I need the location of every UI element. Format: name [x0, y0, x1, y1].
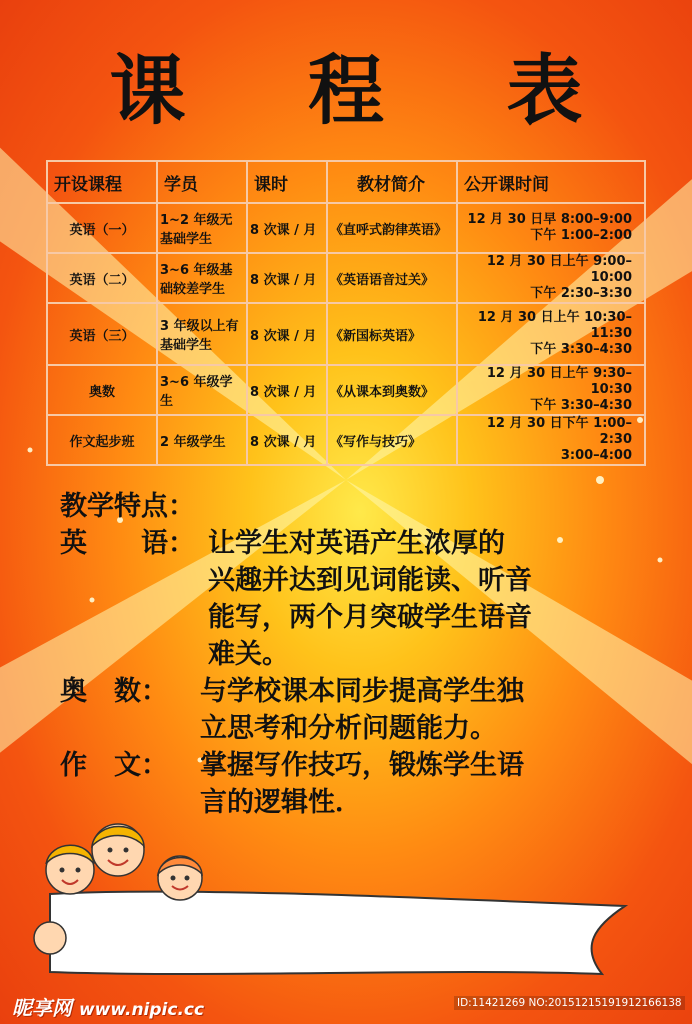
material-cell: 《新国标英语》: [327, 303, 457, 365]
course-cell: 英语（三）: [47, 303, 157, 365]
table-row: [47, 365, 645, 415]
time-cell: [457, 253, 645, 303]
time-line-2: 下午 2:30–3:30: [530, 286, 632, 301]
feature-line: 难关。: [208, 639, 289, 670]
students-cell: 2 年级学生: [157, 415, 247, 465]
course-cell: 奥数: [47, 365, 157, 415]
feature-english: [60, 525, 660, 673]
feature-label: 英 语：: [60, 528, 195, 559]
table-row: [47, 415, 645, 465]
watermark-logo: [12, 992, 204, 1021]
table-row: [47, 303, 645, 365]
time-line-2: 下午 1:00–2:00: [530, 228, 632, 243]
time-line-1: 12 月 30 日上午 9:30–10:30: [486, 366, 632, 397]
feature-line: 掌握写作技巧，锻炼学生语: [200, 750, 524, 781]
material-cell: 《从课本到奥数》: [327, 365, 457, 415]
features-heading: 教学特点：: [60, 491, 195, 522]
time-line-2: 下午 3:30–4:30: [530, 342, 632, 357]
time-line-2: 下午 3:30–4:30: [530, 398, 632, 413]
hours-cell: 8 次课 / 月: [247, 303, 327, 365]
image-id: ID:11421269 NO:20151215191912166138: [454, 996, 685, 1010]
students-cell: 3 年级以上有基础学生: [157, 303, 247, 365]
page-title: 课 程 表: [109, 46, 631, 135]
teaching-features: [60, 488, 660, 821]
feature-line: 立思考和分析问题能力。: [200, 713, 497, 744]
hours-cell: 8 次课 / 月: [247, 203, 327, 253]
logo-text: 昵享网: [12, 996, 72, 1020]
material-cell: 《英语语音过关》: [327, 253, 457, 303]
hours-cell: 8 次课 / 月: [247, 253, 327, 303]
hours-cell: 8 次课 / 月: [247, 365, 327, 415]
cartoon-kids-illustration: [30, 820, 240, 970]
time-cell: [457, 303, 645, 365]
time-line-2: 3:00–4:00: [560, 448, 632, 463]
material-cell: 《写作与技巧》: [327, 415, 457, 465]
time-line-1: 12 月 30 日上午 10:30–11:30: [477, 310, 632, 341]
feature-label: 作 文：: [60, 750, 168, 781]
feature-writing: [60, 747, 660, 821]
header-material: 教材简介: [327, 161, 457, 203]
feature-line: 能写，两个月突破学生语音: [208, 602, 532, 633]
course-cell: 英语（一）: [47, 203, 157, 253]
course-cell: 作文起步班: [47, 415, 157, 465]
table-header-row: [47, 161, 645, 203]
time-cell: [457, 203, 645, 253]
logo-url: www.nipic.cc: [78, 1000, 205, 1020]
time-cell: [457, 415, 645, 465]
feature-label: 奥 数：: [60, 676, 168, 707]
students-cell: 3~6 年级基础较差学生: [157, 253, 247, 303]
schedule-table: [46, 160, 646, 466]
header-open-time: 公开课时间: [457, 161, 645, 203]
feature-line: 兴趣并达到见词能读、听音: [208, 565, 532, 596]
feature-line: 让学生对英语产生浓厚的: [208, 528, 505, 559]
header-students: 学员: [157, 161, 247, 203]
students-cell: 1~2 年级无基础学生: [157, 203, 247, 253]
course-cell: 英语（二）: [47, 253, 157, 303]
time-cell: [457, 365, 645, 415]
time-line-1: 12 月 30 日上午 9:00–10:00: [486, 254, 632, 285]
table-row: [47, 203, 645, 253]
feature-line: 与学校课本同步提高学生独: [200, 676, 524, 707]
time-line-1: 12 月 30 日下午 1:00–2:30: [486, 416, 632, 447]
hours-cell: 8 次课 / 月: [247, 415, 327, 465]
feature-line: 言的逻辑性．: [200, 787, 362, 818]
students-cell: 3~6 年级学生: [157, 365, 247, 415]
feature-math: [60, 673, 660, 747]
time-line-1: 12 月 30 日早 8:00–9:00: [467, 212, 632, 227]
material-cell: 《直呼式韵律英语》: [327, 203, 457, 253]
header-hours: 课时: [247, 161, 327, 203]
header-course: 开设课程: [47, 161, 157, 203]
table-row: [47, 253, 645, 303]
